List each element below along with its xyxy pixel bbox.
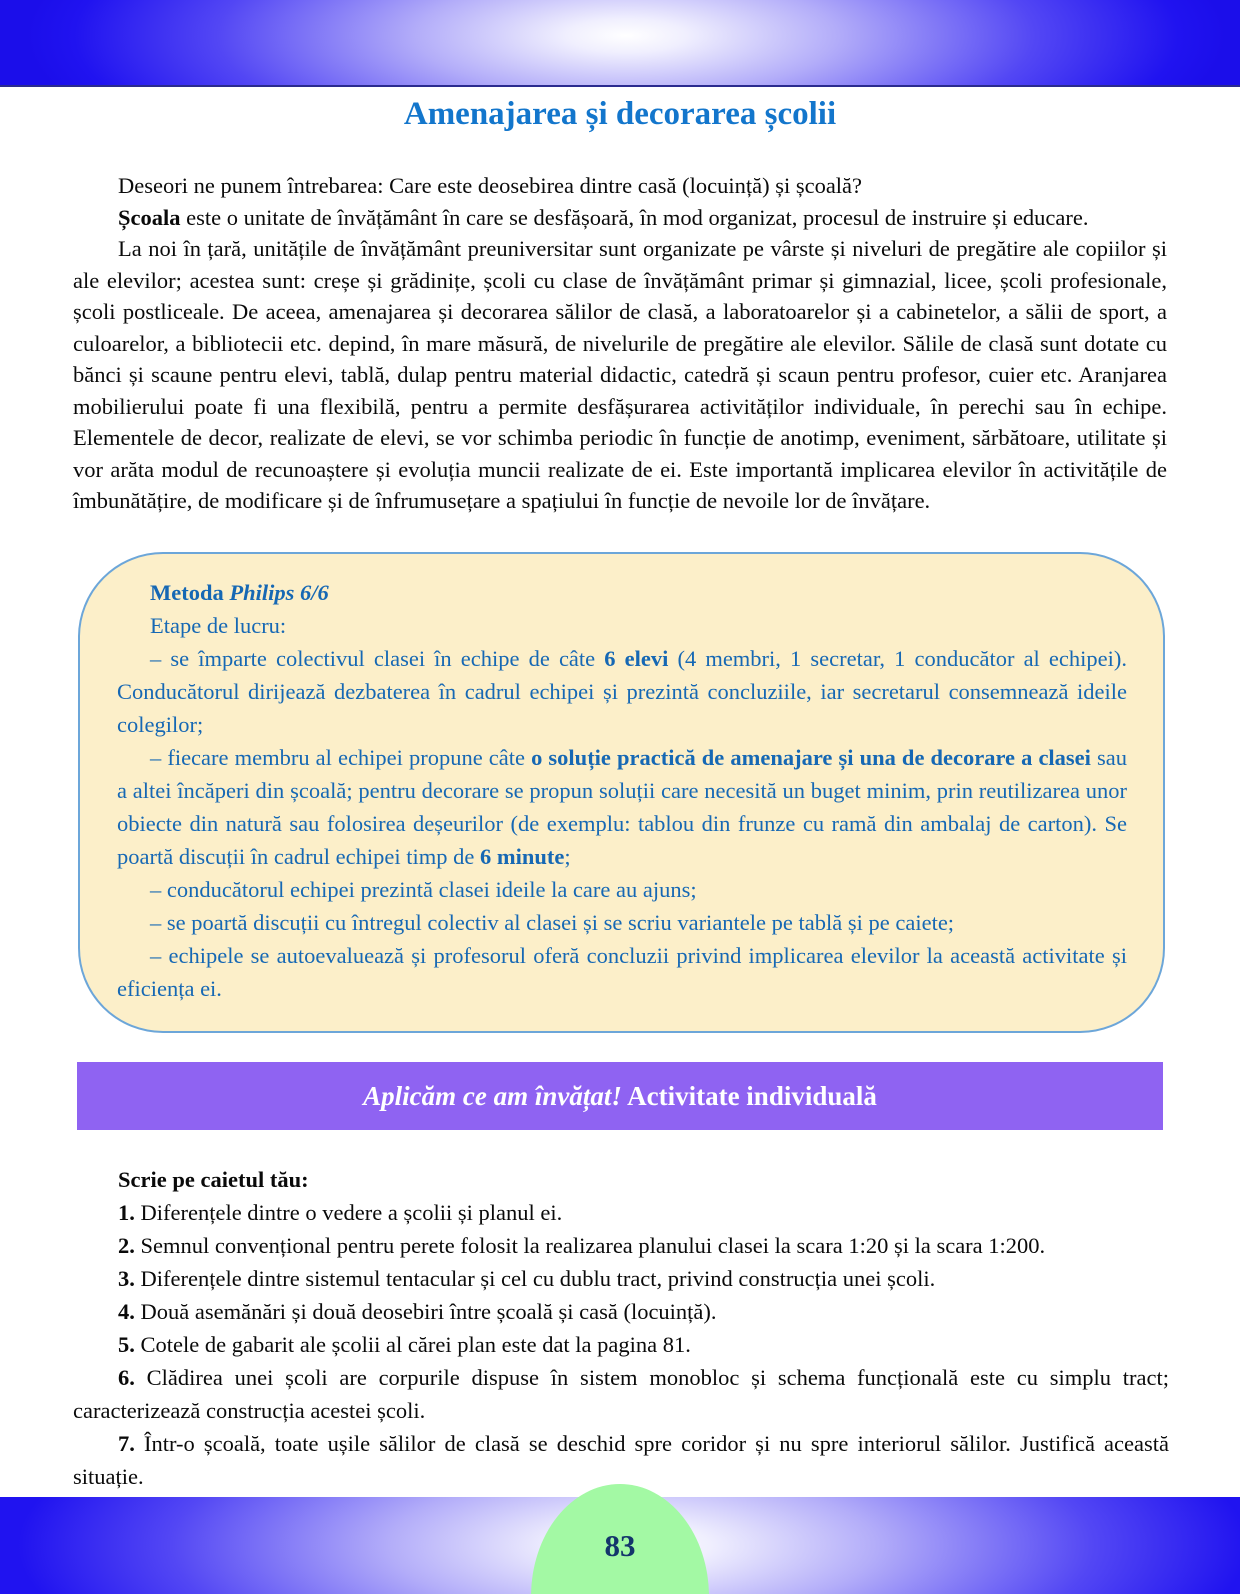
task-item-2 <box>73 1229 1169 1262</box>
task-text: Două asemănări și două deosebiri între școală și casă (locuință). <box>134 1299 717 1324</box>
method-box-title <box>117 576 1127 609</box>
task-number: 3. <box>118 1266 135 1291</box>
page-number: 83 <box>604 1528 636 1563</box>
task-item-3 <box>73 1262 1169 1295</box>
activity-banner <box>77 1062 1163 1130</box>
method-step-1-text: – se împarte colectivul clasei în echipe de câte <box>150 646 605 671</box>
task-number: 5. <box>118 1332 135 1357</box>
page-title: Amenajarea și decorarea școlii <box>403 96 837 132</box>
intro-paragraph-2-keyword: Școala <box>118 204 181 230</box>
task-number: 6. <box>118 1365 135 1390</box>
method-step-1-bold: 6 elevi <box>604 646 669 671</box>
method-step-1-text-rest: (4 membri, 1 secretar, 1 conducător al echipei). Conducătorul dirijează dezbaterea în cadrul echipei și prezintă concluziile, iar secretarul consemnează ideile colegilor; <box>117 646 1127 737</box>
method-step-2-text-mid: sau a altei încăperi din școală; pentru decorare se propun soluții care necesită un buget minim, prin reutilizarea unor obiecte din natură sau folosirea deșeurilor (de exemplu: tablou din frunze cu ramă din ambalaj de carton). Se poartă discuții în cadrul echipei timp de <box>117 745 1128 869</box>
method-step-2-text-rest: ; <box>564 844 571 869</box>
intro-paragraph-3 <box>73 233 1167 517</box>
method-box-title-name: Philips 6/6 <box>229 580 329 605</box>
method-box-title-word: Metoda <box>150 580 230 605</box>
tasks-section <box>73 1163 1169 1493</box>
tasks-heading: Scrie pe caietul tău: <box>118 1167 309 1192</box>
task-number: 2. <box>118 1233 135 1258</box>
activity-banner-type: Activitate individuală <box>621 1081 877 1111</box>
task-number: 1. <box>118 1200 135 1225</box>
task-text: Clădirea unei școli are corpurile dispuse în sistem monobloc și schema funcțională este cu simplu tract; caracterizează construcția acestei școli. <box>73 1365 1169 1423</box>
task-item-1 <box>73 1196 1169 1229</box>
method-step-2-text: – fiecare membru al echipei propune câte <box>150 745 532 770</box>
activity-banner-lead: Aplicăm ce am învățat! <box>363 1081 622 1111</box>
method-step-2-bold-1: o soluție practică de amenajare și una de decorare a clasei <box>531 745 1091 770</box>
task-text: Într-o școală, toate ușile sălilor de clasă se deschid spre coridor și nu spre interiorul sălilor. Justifică această situație. <box>73 1431 1169 1489</box>
task-item-4 <box>73 1295 1169 1328</box>
intro-section <box>73 170 1167 517</box>
method-step-2 <box>117 741 1127 873</box>
task-text: Diferențele dintre o vedere a școlii și planul ei. <box>134 1200 563 1225</box>
method-step-1 <box>117 642 1127 741</box>
intro-paragraph-2 <box>73 202 1167 234</box>
intro-paragraph-1-text: Deseori ne punem întrebarea: Care este deosebirea dintre casă (locuință) și școală? <box>118 173 863 198</box>
method-box <box>78 552 1165 1033</box>
task-item-5 <box>73 1328 1169 1361</box>
intro-paragraph-3-text: La noi în țară, unitățile de învățământ preuniversitar sunt organizate pe vârste și niveluri de pregătire ale copiilor și ale elevilor; acestea sunt: creșe și grădinițe, școli cu clase de învățământ primar și gimnazial, licee, școli profesionale, școli postliceale. De aceea, amenajarea și decorarea sălilor de clasă, a laboratoarelor și a cabinetelor, a sălii de sport, a culoarelor, a bibliotecii etc. depind, în mare măsură, de nivelurile de pregătire ale elevilor. Sălile de clasă sunt dotate cu bănci și scaune pentru elevi, tablă, dulap pentru material didactic, catedră și scaun pentru profesor, cuier etc. Aranjarea mobilierului poate fi una flexibilă, pentru a permite desfășurarea activităților individuale, în perechi sau în echipe. Elementele de decor, realizate de elevi, se vor schimba periodic în funcție de anotimp, eveniment, sărbătoare, utilitate și vor arăta modul de recunoaștere și evoluția muncii realizate de ei. Este importantă implicarea elevilor în activitățile de îmbunătățire, de modificare și de înfrumusețare a spațiului în funcție de nevoile lor de învățare. <box>73 236 1167 513</box>
method-step-3: – conducătorul echipei prezintă clasei ideile la care au ajuns; <box>150 877 697 902</box>
intro-paragraph-2-text: este o unitate de învățământ în care se desfășoară, în mod organizat, procesul de instruire și educare. <box>180 204 1089 230</box>
top-decorative-bar <box>0 0 1240 87</box>
method-step-2-bold-2: 6 minute <box>480 844 565 869</box>
intro-paragraph-1 <box>73 170 1167 202</box>
method-step-5: – echipele se autoevaluează și profesorul oferă concluzii privind implicarea elevilor la această activitate și eficiența ei. <box>117 943 1127 1001</box>
task-number: 4. <box>118 1299 135 1324</box>
task-text: Semnul convențional pentru perete folosit la realizarea planului clasei la scara 1:20 și la scara 1:200. <box>134 1233 1046 1258</box>
task-text: Cotele de gabarit ale școlii al cărei plan este dat la pagina 81. <box>134 1332 691 1357</box>
task-item-6 <box>73 1361 1169 1427</box>
method-step-4: – se poartă discuții cu întregul colectiv al clasei și se scriu variantele pe tablă și pe caiete; <box>150 910 955 935</box>
task-text: Diferențele dintre sistemul tentacular și cel cu dublu tract, privind construcția unei școli. <box>134 1266 936 1291</box>
task-number: 7. <box>118 1431 135 1456</box>
method-box-subtitle: Etape de lucru: <box>150 613 287 638</box>
